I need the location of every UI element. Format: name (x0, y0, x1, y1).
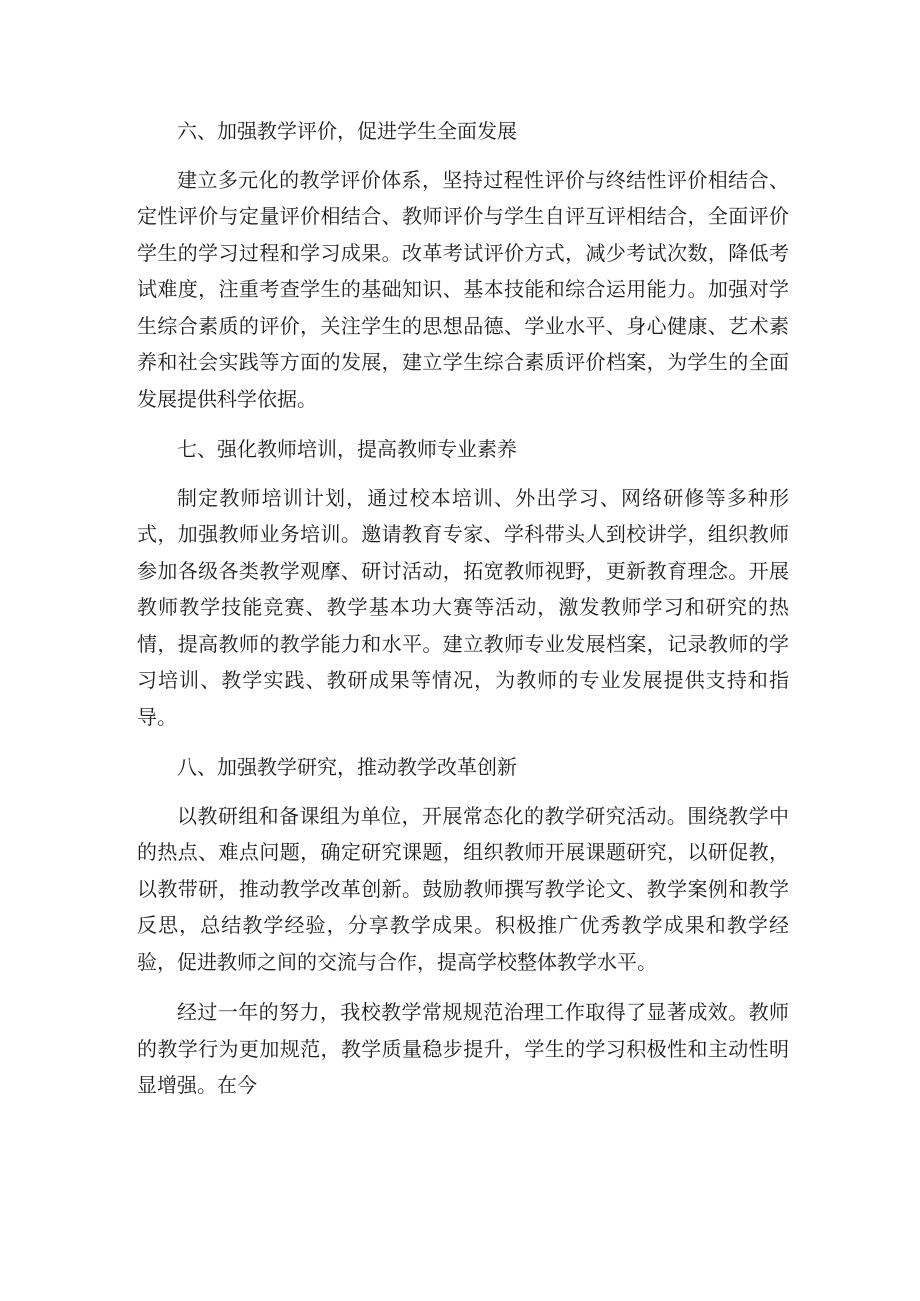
section-heading-6: 六、加强教学评价，促进学生全面发展 (177, 119, 517, 143)
section-paragraph-6: 建立多元化的教学评价体系，坚持过程性评价与终结性评价相结合、定性评价与定量评价相结合、教师评价与学生自评互评相结合，全面评价学生的学习过程和学习成果。改革考试评价方式，减少考试次数，降低考试难度，注重考查学生的基础知识、基本技能和综合运用能力。加强对学生综合素质的评价，关注学生的思想品德、学业水平、身心健康、艺术素养和社会实践等方面的发展，建立学生综合素质评价档案，为学生的全面发展提供科学依据。 (137, 167, 789, 411)
section-heading-7: 七、强化教师培训，提高教师专业素养 (177, 437, 517, 461)
section-heading-8: 八、加强教学研究，推动教学改革创新 (177, 755, 517, 779)
section-paragraph-8: 以教研组和备课组为单位，开展常态化的教学研究活动。围绕教学中的热点、难点问题，确定研究课题，组织教师开展课题研究，以研促教，以教带研，推动教学改革创新。鼓励教师撰写教学论文、教学案例和教学反思，总结教学经验，分享教学成果。积极推广优秀教学成果和教学经验，促进教师之间的交流与合作，提高学校整体教学水平。 (137, 803, 789, 974)
section-paragraph-7: 制定教师培训计划，通过校本培训、外出学习、网络研修等多种形式，加强教师业务培训。邀请教育专家、学科带头人到校讲学，组织教师参加各级各类教学观摩、研讨活动，拓宽教师视野，更新教育理念。开展教师教学技能竞赛、教学基本功大赛等活动，激发教师学习和研究的热情，提高教师的教学能力和水平。建立教师专业发展档案，记录教师的学习培训、教学实践、教研成果等情况，为教师的专业发展提供支持和指导。 (137, 485, 789, 729)
document-body (137, 113, 789, 1118)
closing-paragraph: 经过一年的努力，我校教学常规规范治理工作取得了显著成效。教师的教学行为更加规范，教学质量稳步提升，学生的学习积极性和主动性明显增强。在今 (137, 1000, 789, 1097)
